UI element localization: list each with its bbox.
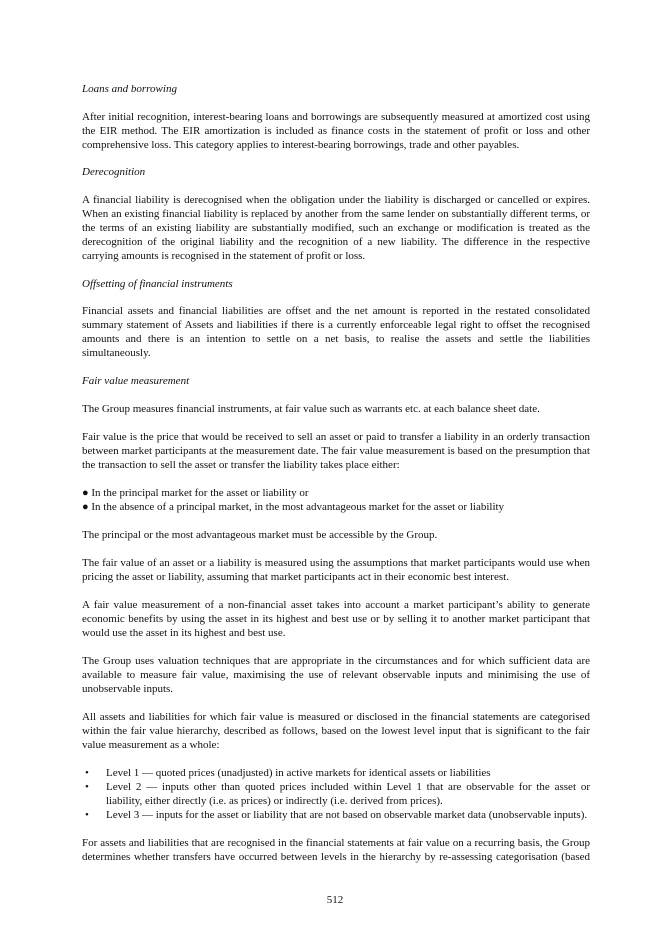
market-list-item: ● In the principal market for the asset or liability or — [82, 487, 309, 499]
paragraph-derecognition: A financial liability is derecognised when the obligation under the liability is discharged or cancelled or expires. When an existing financial liability is replaced by another from the same lender on substantially different terms, or the terms of an existing liability are substantially modified, such an exchange or modification is treated as the derecognition of the original liability and the recognition of a new liability. The difference in the respective carrying amounts is recognised in the statement of profit or loss. — [82, 194, 590, 262]
market-list-item: ● In the absence of a principal market, in the most advantageous market for the asset or liability — [82, 501, 505, 513]
heading-derecognition: Derecognition — [82, 166, 146, 178]
level-item: • Level 1 — quoted prices (unadjusted) in active markets for identical assets or liabilities — [82, 766, 590, 780]
heading-offsetting: Offsetting of financial instruments — [82, 278, 233, 290]
page-number: 512 — [326, 894, 344, 906]
hierarchy-levels-list — [82, 766, 590, 822]
paragraph-offsetting: Financial assets and financial liabilities are offset and the net amount is reported in the restated consolidated summary statement of Assets and liabilities if there is a currently enforceable legal right to offset the recognised amounts and there is an intention to settle on a net basis, to realise the assets and settle the liabilities simultaneously. — [82, 305, 590, 359]
market-list — [82, 486, 590, 514]
paragraph-fair-value-3: The principal or the most advantageous market must be accessible by the Group. — [82, 529, 438, 541]
paragraph-fair-value-8: For assets and liabilities that are recognised in the financial statements at fair value on a recurring basis, the Group determines whether transfers have occurred between levels in the hierarchy by re-assessing categorisation (based — [82, 837, 590, 863]
level-item: • Level 3 — inputs for the asset or liability that are not based on observable market data (unobservable inputs). — [82, 808, 590, 822]
paragraph-fair-value-7: All assets and liabilities for which fair value is measured or disclosed in the financial statements are categorised within the fair value hierarchy, described as follows, based on the lowest level input that is significant to the fair value measurement as a whole: — [82, 711, 590, 751]
paragraph-fair-value-6: The Group uses valuation techniques that are appropriate in the circumstances and for which sufficient data are available to measure fair value, maximising the use of relevant observable inputs and minimising the use of unobservable inputs. — [82, 655, 590, 695]
paragraph-fair-value-5: A fair value measurement of a non-financial asset takes into account a market participant’s ability to generate economic benefits by using the asset in its highest and best use or by selling it to another market participant that would use the asset in its highest and best use. — [82, 599, 590, 639]
level-item: • Level 2 — inputs other than quoted prices included within Level 1 that are observable for the asset or liability, either directly (i.e. as prices) or indirectly (i.e. derived from prices). — [82, 780, 590, 808]
paragraph-fair-value-4: The fair value of an asset or a liability is measured using the assumptions that market participants would use when pricing the asset or liability, assuming that market participants act in their economic best interest. — [82, 557, 590, 583]
paragraph-fair-value-1: The Group measures financial instruments, at fair value such as warrants etc. at each balance sheet date. — [82, 403, 540, 415]
paragraph-fair-value-2: Fair value is the price that would be received to sell an asset or paid to transfer a liability in an orderly transaction between market participants at the measurement date. The fair value measurement is based on the presumption that the transaction to sell the asset or transfer the liability takes place either: — [82, 431, 590, 471]
heading-loans-and-borrowing: Loans and borrowing — [82, 83, 177, 95]
heading-fair-value: Fair value measurement — [82, 375, 190, 387]
paragraph-loans: After initial recognition, interest-bearing loans and borrowings are subsequently measured at amortized cost using the EIR method. The EIR amortization is included as finance costs in the statement of profit or loss and other comprehensive loss. This category applies to interest-bearing borrowings, trade and other payables. — [82, 111, 590, 151]
